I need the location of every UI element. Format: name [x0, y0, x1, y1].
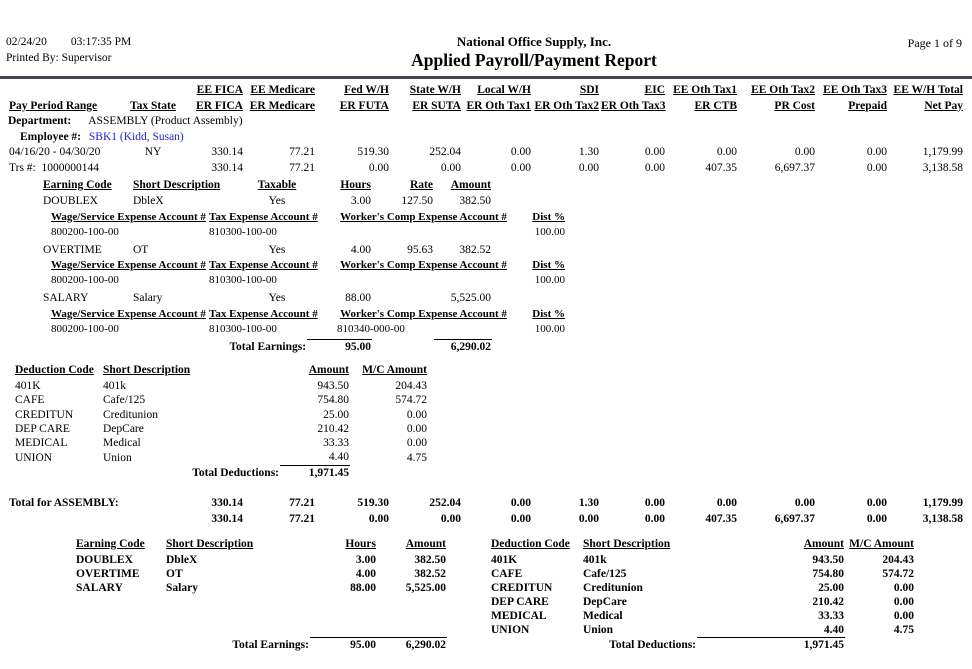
- deduction-desc: Union: [583, 624, 614, 637]
- col-er-futa: ER FUTA: [339, 99, 389, 112]
- earnings-summary-table: [75, 536, 447, 595]
- col-er-oth-tax2: ER Oth Tax2: [534, 99, 599, 112]
- total-earnings-hours: 95.00: [310, 638, 377, 653]
- pay-period-rows: [8, 145, 964, 176]
- deduction-mc-amount: 0.00: [893, 610, 914, 623]
- value-cell: 77.21: [289, 161, 315, 174]
- table-row: [490, 623, 915, 637]
- deduction-amount: 4.40: [328, 451, 349, 464]
- col-state-wh: State W/H: [409, 84, 461, 96]
- header-center: [226, 34, 842, 71]
- value-cell: 0.00: [866, 161, 887, 174]
- col-taxable: Taxable: [257, 179, 297, 191]
- earning-rate: 95.63: [407, 243, 433, 256]
- earning-amount: 5,525.00: [405, 582, 446, 595]
- value-cell: 0.00: [578, 512, 599, 525]
- earning-amount: 382.52: [459, 243, 491, 256]
- earning-code: OVERTIME: [76, 568, 140, 581]
- deduction-desc: Medical: [583, 610, 623, 623]
- col-short-description: Short Description: [103, 364, 191, 376]
- deduction-mc-amount: 574.72: [882, 568, 914, 581]
- tax-acct-value: 810300-100-00: [209, 322, 277, 335]
- table-row: [8, 161, 964, 177]
- value-cell: 330.14: [211, 512, 243, 525]
- table-row: [8, 496, 964, 512]
- earning-code: OVERTIME: [43, 243, 102, 256]
- col-mc-amount: M/C Amount: [362, 364, 427, 376]
- value-cell: 0.00: [510, 512, 531, 525]
- earning-code: DOUBLEX: [43, 195, 98, 207]
- earning-code: SALARY: [76, 582, 123, 595]
- page-number: Page 1 of 9: [907, 36, 962, 50]
- deduction-code: CAFE: [15, 394, 45, 407]
- value-cell: 407.35: [705, 512, 737, 525]
- col-dist-pct: Dist %: [532, 210, 565, 223]
- earnings-summary-total: [75, 637, 447, 652]
- value-cell: 0.00: [440, 161, 461, 174]
- tax-acct-value: 810300-100-00: [209, 225, 277, 238]
- table-row: [14, 362, 428, 379]
- table-row: [490, 638, 915, 653]
- col-hours: Hours: [340, 179, 371, 191]
- employee-label: Employee #:: [20, 130, 82, 143]
- deductions-table: [14, 362, 428, 480]
- earning-taxable: Yes: [268, 292, 286, 304]
- earning-desc: DbleX: [166, 554, 198, 567]
- pay-period-range: 04/16/20 - 04/30/20: [9, 146, 101, 158]
- earning-amount: 382.50: [459, 195, 491, 207]
- col-er-ctb: ER CTB: [694, 99, 737, 112]
- col-tax-state: Tax State: [130, 99, 176, 112]
- table-row: [42, 194, 492, 210]
- deduction-desc: Cafe/125: [103, 394, 146, 407]
- earning-desc: Salary: [133, 292, 163, 304]
- table-row: [42, 291, 492, 307]
- empty-cell: [8, 83, 126, 99]
- department-total-table: [8, 496, 964, 527]
- printed-by-line: [6, 50, 226, 66]
- col-comp-expense-acct: Worker's Comp Expense Account #: [340, 210, 507, 223]
- deduction-amount: 943.50: [812, 554, 844, 567]
- col-er-fica: ER FICA: [196, 99, 243, 112]
- earning-amount: 5,525.00: [450, 292, 491, 304]
- col-ee-medicare: EE Medicare: [250, 84, 315, 96]
- col-er-suta: ER SUTA: [412, 99, 461, 112]
- value-cell: 0.00: [440, 512, 461, 525]
- deduction-mc-amount: 0.00: [406, 437, 427, 450]
- deduction-code: DEP CARE: [15, 422, 70, 435]
- deduction-code: UNION: [491, 624, 530, 637]
- table-row: [490, 567, 915, 581]
- total-deductions-amount: 1,971.45: [697, 638, 845, 653]
- transaction-number: [8, 161, 126, 177]
- comp-acct-value: [336, 225, 511, 240]
- tax-acct-value: 810300-100-00: [209, 274, 277, 286]
- empty-cell: [126, 161, 180, 177]
- total-earnings-hours: 95.00: [307, 339, 372, 355]
- col-er-oth-tax1: ER Oth Tax1: [466, 99, 531, 112]
- total-earnings-row: [42, 339, 492, 356]
- col-deduction-code: Deduction Code: [15, 364, 94, 376]
- deduction-mc-amount: 0.00: [406, 422, 427, 435]
- col-earning-code: Earning Code: [76, 538, 145, 551]
- col-fed-wh: Fed W/H: [344, 84, 389, 96]
- col-wage-expense-acct: Wage/Service Expense Account #: [51, 307, 206, 320]
- value-cell: 0.00: [644, 146, 665, 158]
- col-short-description: Short Description: [133, 179, 221, 191]
- earning-desc: OT: [166, 568, 183, 581]
- col-dist-pct: Dist %: [532, 259, 565, 271]
- value-cell: 0.00: [866, 512, 887, 525]
- earning-code: SALARY: [43, 292, 89, 304]
- table-row: [75, 553, 447, 567]
- empty-cell: [372, 339, 434, 355]
- trs-value: 1000000144: [41, 161, 99, 174]
- table-row: [75, 536, 447, 553]
- deduction-amount: 4.40: [823, 624, 844, 637]
- header-divider: [0, 76, 972, 79]
- deduction-desc: Creditunion: [583, 582, 643, 595]
- department-summary-section: [0, 536, 972, 652]
- deduction-code: 401K: [15, 380, 41, 392]
- empty-cell: [8, 512, 180, 528]
- deduction-desc: Union: [103, 451, 132, 464]
- col-ee-oth-tax3: EE Oth Tax3: [823, 84, 887, 96]
- col-comp-expense-acct: Worker's Comp Expense Account #: [340, 307, 507, 320]
- deduction-mc-amount: 0.00: [893, 596, 914, 609]
- table-row: [8, 512, 964, 528]
- employee-link[interactable]: SBK1 (Kidd, Susan): [88, 130, 184, 143]
- earning-taxable: Yes: [268, 243, 286, 256]
- col-tax-expense-acct: Tax Expense Account #: [209, 259, 318, 271]
- col-amount: Amount: [450, 179, 491, 191]
- earnings-row: [42, 291, 492, 307]
- table-row: [490, 536, 915, 553]
- value-cell: 77.21: [289, 146, 315, 158]
- col-er-medicare: ER Medicare: [249, 99, 315, 112]
- value-cell: 0.00: [510, 146, 531, 158]
- col-mc-amount: M/C Amount: [849, 538, 914, 551]
- total-earnings-amount: 6,290.02: [377, 638, 447, 653]
- value-cell: 519.30: [357, 497, 389, 510]
- deduction-desc: DepCare: [583, 596, 627, 609]
- value-cell: 330.14: [211, 146, 243, 158]
- table-row: [50, 258, 566, 273]
- deduction-code: MEDICAL: [15, 437, 68, 450]
- table-row: [42, 177, 492, 194]
- deduction-amount: 943.50: [317, 380, 349, 392]
- expense-account-block: [50, 210, 566, 240]
- col-tax-expense-acct: Tax Expense Account #: [209, 210, 318, 223]
- dist-pct-value: 100.00: [534, 274, 565, 286]
- wage-acct-value: 800200-100-00: [51, 225, 119, 238]
- wage-acct-value: 800200-100-00: [51, 274, 119, 286]
- deduction-code: MEDICAL: [491, 610, 547, 623]
- col-ee-oth-tax1: EE Oth Tax1: [673, 84, 737, 96]
- col-wage-expense-acct: Wage/Service Expense Account #: [51, 210, 206, 223]
- col-amount: Amount: [308, 364, 349, 376]
- deductions-detail-section: [14, 362, 972, 480]
- table-row: [14, 393, 428, 407]
- value-cell: 1,179.99: [922, 497, 963, 510]
- col-prepaid: Prepaid: [848, 99, 887, 112]
- table-row: [490, 581, 915, 595]
- value-cell: 77.21: [289, 512, 315, 525]
- expense-account-block: [50, 307, 566, 337]
- printed-by-label: Printed By:: [6, 52, 59, 64]
- deduction-desc: Medical: [103, 437, 141, 450]
- value-cell: 1,179.99: [922, 146, 963, 158]
- table-row: [50, 210, 566, 225]
- table-row: [42, 243, 492, 259]
- deduction-mc-amount: 574.72: [395, 394, 427, 407]
- col-pay-period-range: Pay Period Range: [9, 99, 98, 112]
- print-time: 03:17:35 PM: [70, 36, 132, 48]
- deduction-code: CREDITUN: [491, 582, 553, 595]
- deduction-code: 401K: [491, 554, 518, 567]
- table-row: [14, 450, 428, 465]
- col-local-wh: Local W/H: [477, 84, 531, 96]
- value-cell: 0.00: [716, 146, 737, 158]
- department-value: ASSEMBLY (Product Assembly): [88, 115, 243, 127]
- earning-hours: 4.00: [355, 568, 376, 581]
- deduction-mc-amount: 204.43: [395, 380, 427, 392]
- total-earnings-label: Total Earnings:: [229, 340, 307, 353]
- col-ee-fica: EE FICA: [196, 84, 243, 96]
- col-short-description: Short Description: [166, 538, 254, 551]
- department-total-label: Total for ASSEMBLY:: [9, 497, 119, 510]
- table-row: [490, 553, 915, 567]
- total-earnings-label: Total Earnings:: [232, 639, 309, 652]
- earning-hours: 3.00: [355, 554, 376, 567]
- table-row: [14, 465, 428, 480]
- deductions-summary-block: [490, 536, 915, 652]
- deduction-code: UNION: [15, 451, 53, 464]
- col-tax-expense-acct: Tax Expense Account #: [209, 307, 318, 320]
- col-sdi: SDI: [579, 84, 599, 96]
- table-row: [8, 145, 964, 161]
- earning-desc: OT: [133, 243, 149, 256]
- value-cell: 0.00: [866, 146, 887, 158]
- table-row: [75, 567, 447, 581]
- value-cell: 3,138.58: [922, 161, 963, 174]
- value-cell: 0.00: [368, 161, 389, 174]
- deduction-amount: 754.80: [317, 394, 349, 407]
- earning-taxable: Yes: [268, 195, 286, 207]
- col-er-oth-tax3: ER Oth Tax3: [601, 99, 666, 112]
- department-line: [0, 114, 972, 130]
- deduction-amount: 210.42: [317, 422, 349, 435]
- total-deductions-amount: 1,971.45: [280, 465, 350, 480]
- value-cell: 330.14: [211, 497, 243, 510]
- table-row: [8, 83, 964, 99]
- trs-label: Trs #:: [9, 161, 36, 174]
- earning-rate: 127.50: [401, 195, 433, 207]
- deduction-mc-amount: 4.75: [406, 451, 427, 464]
- col-hours: Hours: [345, 538, 376, 551]
- company-name: National Office Supply, Inc.: [456, 34, 612, 49]
- employee-line: [0, 130, 972, 146]
- deduction-amount: 210.42: [812, 596, 844, 609]
- value-cell: 0.00: [644, 497, 665, 510]
- earning-amount: 382.50: [414, 554, 446, 567]
- deduction-mc-amount: 0.00: [406, 408, 427, 421]
- value-cell: 407.35: [705, 161, 737, 174]
- value-cell: 3,138.58: [922, 512, 963, 525]
- deductions-summary-table: [490, 536, 915, 637]
- value-cell: 330.14: [211, 161, 243, 174]
- earnings-row: [42, 243, 492, 259]
- total-deductions-label: Total Deductions:: [609, 639, 697, 652]
- col-dist-pct: Dist %: [532, 307, 565, 320]
- earning-rate: [372, 291, 434, 307]
- tax-state: NY: [144, 146, 162, 158]
- dist-pct-value: 100.00: [534, 225, 565, 238]
- value-cell: 0.00: [794, 146, 815, 158]
- dist-pct-value: 100.00: [534, 322, 565, 335]
- comp-acct-value: 810340-000-00: [337, 322, 405, 335]
- deduction-amount: 33.33: [323, 437, 349, 450]
- wage-acct-value: 800200-100-00: [51, 322, 119, 335]
- deduction-mc-amount: 4.75: [893, 624, 914, 637]
- table-row: [50, 273, 566, 288]
- col-earning-code: Earning Code: [43, 179, 112, 191]
- value-cell: 0.00: [644, 512, 665, 525]
- department-label: Department:: [8, 115, 72, 127]
- comp-acct-value: [336, 273, 511, 288]
- col-comp-expense-acct: Worker's Comp Expense Account #: [340, 259, 507, 271]
- deduction-amount: 25.00: [323, 408, 349, 421]
- table-row: [490, 595, 915, 609]
- value-cell: 0.00: [510, 161, 531, 174]
- col-amount: Amount: [405, 538, 446, 551]
- value-cell: 0.00: [644, 161, 665, 174]
- value-cell: 252.04: [429, 497, 461, 510]
- table-row: [50, 307, 566, 322]
- value-cell: 0.00: [794, 497, 815, 510]
- earning-desc: Salary: [166, 582, 198, 595]
- earning-hours: 3.00: [350, 195, 371, 207]
- total-earnings-amount: 6,290.02: [434, 339, 492, 355]
- table-row: [75, 638, 447, 653]
- deduction-desc: Creditunion: [103, 408, 158, 421]
- deduction-code: DEP CARE: [491, 596, 549, 609]
- table-row: [50, 225, 566, 240]
- table-row: [42, 339, 492, 355]
- print-datetime: [6, 34, 226, 50]
- value-cell: 77.21: [289, 497, 315, 510]
- earnings-header: [42, 177, 492, 210]
- value-cell: 6,697.37: [774, 512, 815, 525]
- deduction-code: CAFE: [491, 568, 523, 581]
- table-row: [14, 379, 428, 393]
- deduction-amount: 754.80: [812, 568, 844, 581]
- value-cell: 0.00: [716, 497, 737, 510]
- header-left: [6, 34, 226, 66]
- col-short-description: Short Description: [583, 538, 671, 551]
- empty-cell: [845, 638, 915, 653]
- page-header: [0, 0, 972, 71]
- deduction-desc: 401k: [583, 554, 607, 567]
- col-rate: Rate: [410, 179, 433, 191]
- value-cell: 252.04: [429, 146, 461, 158]
- tax-table-header: [8, 83, 964, 114]
- printed-by-value: Supervisor: [61, 52, 112, 64]
- value-cell: 1.30: [578, 497, 599, 510]
- earnings-detail-section: [42, 177, 972, 355]
- value-cell: 0.00: [578, 161, 599, 174]
- earning-hours: 88.00: [345, 292, 371, 304]
- earning-hours: 88.00: [350, 582, 376, 595]
- table-row: [14, 422, 428, 436]
- table-row: [14, 436, 428, 450]
- value-cell: 1.30: [578, 146, 599, 158]
- report-title: Applied Payroll/Payment Report: [411, 50, 657, 70]
- earnings-summary-block: [75, 536, 447, 652]
- table-row: [490, 609, 915, 623]
- deduction-desc: DepCare: [103, 422, 144, 435]
- print-date: 02/24/20: [6, 36, 47, 48]
- table-row: [75, 581, 447, 595]
- table-row: [50, 322, 566, 337]
- col-deduction-code: Deduction Code: [491, 538, 570, 551]
- col-net-pay: Net Pay: [924, 99, 963, 112]
- col-ee-wh-total: EE W/H Total: [893, 84, 963, 96]
- value-cell: 0.00: [368, 512, 389, 525]
- total-deductions-label: Total Deductions:: [192, 466, 279, 479]
- earning-amount: 382.52: [414, 568, 446, 581]
- empty-cell: [350, 465, 428, 480]
- col-amount: Amount: [803, 538, 844, 551]
- value-cell: 0.00: [510, 497, 531, 510]
- expense-account-block: [50, 258, 566, 288]
- deduction-desc: Cafe/125: [583, 568, 627, 581]
- table-row: [8, 99, 964, 115]
- deduction-code: CREDITUN: [15, 408, 74, 421]
- empty-cell: [126, 83, 180, 99]
- table-row: [14, 408, 428, 422]
- earning-desc: DbleX: [133, 195, 164, 207]
- deductions-summary-total: [490, 637, 915, 652]
- deduction-desc: 401k: [103, 380, 126, 392]
- col-wage-expense-acct: Wage/Service Expense Account #: [51, 259, 206, 271]
- deduction-mc-amount: 0.00: [893, 582, 914, 595]
- earning-code: DOUBLEX: [76, 554, 133, 567]
- col-ee-oth-tax2: EE Oth Tax2: [751, 84, 815, 96]
- value-cell: 519.30: [357, 146, 389, 158]
- value-cell: 6,697.37: [774, 161, 815, 174]
- value-cell: 0.00: [866, 497, 887, 510]
- col-pr-cost: PR Cost: [774, 99, 815, 112]
- deduction-mc-amount: 204.43: [882, 554, 914, 567]
- col-eic: EIC: [644, 84, 665, 96]
- earning-hours: 4.00: [350, 243, 371, 256]
- deduction-amount: 33.33: [818, 610, 844, 623]
- deduction-amount: 25.00: [818, 582, 844, 595]
